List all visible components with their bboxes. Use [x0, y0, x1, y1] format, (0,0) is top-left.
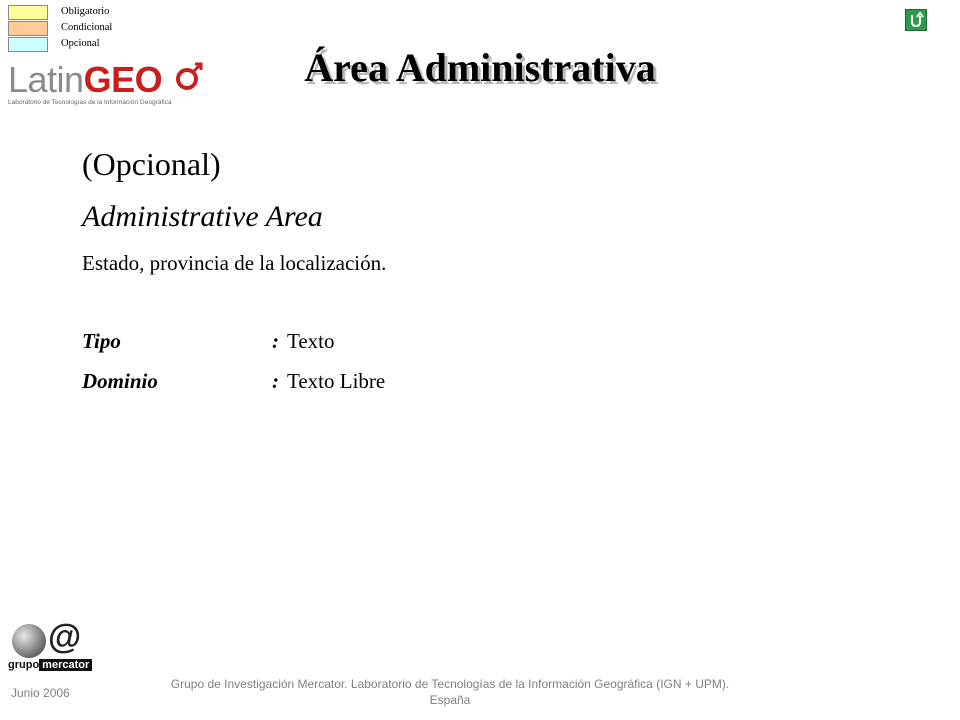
legend-label: Opcional [61, 38, 100, 49]
legend-swatch [8, 5, 48, 20]
footer-line: España [429, 693, 471, 707]
field-separator: : [272, 369, 279, 393]
field-label: Tipo [82, 329, 121, 353]
legend-label: Obligatorio [61, 6, 110, 17]
mercator-logo [8, 618, 98, 680]
field-separator: : [272, 329, 279, 353]
status-label: (Opcional) [82, 146, 221, 182]
field-value: Texto Libre [287, 369, 386, 393]
footer-text [130, 676, 770, 708]
legend-swatch [8, 21, 48, 36]
legend-label: Condicional [61, 22, 113, 33]
logo-geo-text: GEO [83, 59, 163, 100]
footer-date: Junio 2006 [11, 686, 70, 700]
page-title: Área Administrativa [304, 45, 656, 90]
logo-latin-text: Latin [8, 59, 84, 100]
globe-icon [12, 624, 46, 658]
logo-mercator-text: mercator [39, 659, 92, 671]
field-value: Texto [287, 329, 335, 353]
at-sign: @ [48, 618, 82, 656]
field-label: Dominio [82, 369, 158, 393]
latingeo-subtitle: Laboratorio de Tecnologías de la Información Geográfica [8, 99, 172, 106]
description: Estado, provincia de la localización. [82, 251, 387, 275]
return-arrow-icon[interactable] [905, 9, 927, 31]
footer-line: Grupo de Investigación Mercator. Laboratorio de Tecnologías de la Información Geográfica (IGN + UPM). [170, 677, 730, 691]
logo-grupo-text: grupo [8, 659, 40, 671]
mercator-wordmark [8, 658, 96, 673]
english-name: Administrative Area [82, 200, 323, 233]
